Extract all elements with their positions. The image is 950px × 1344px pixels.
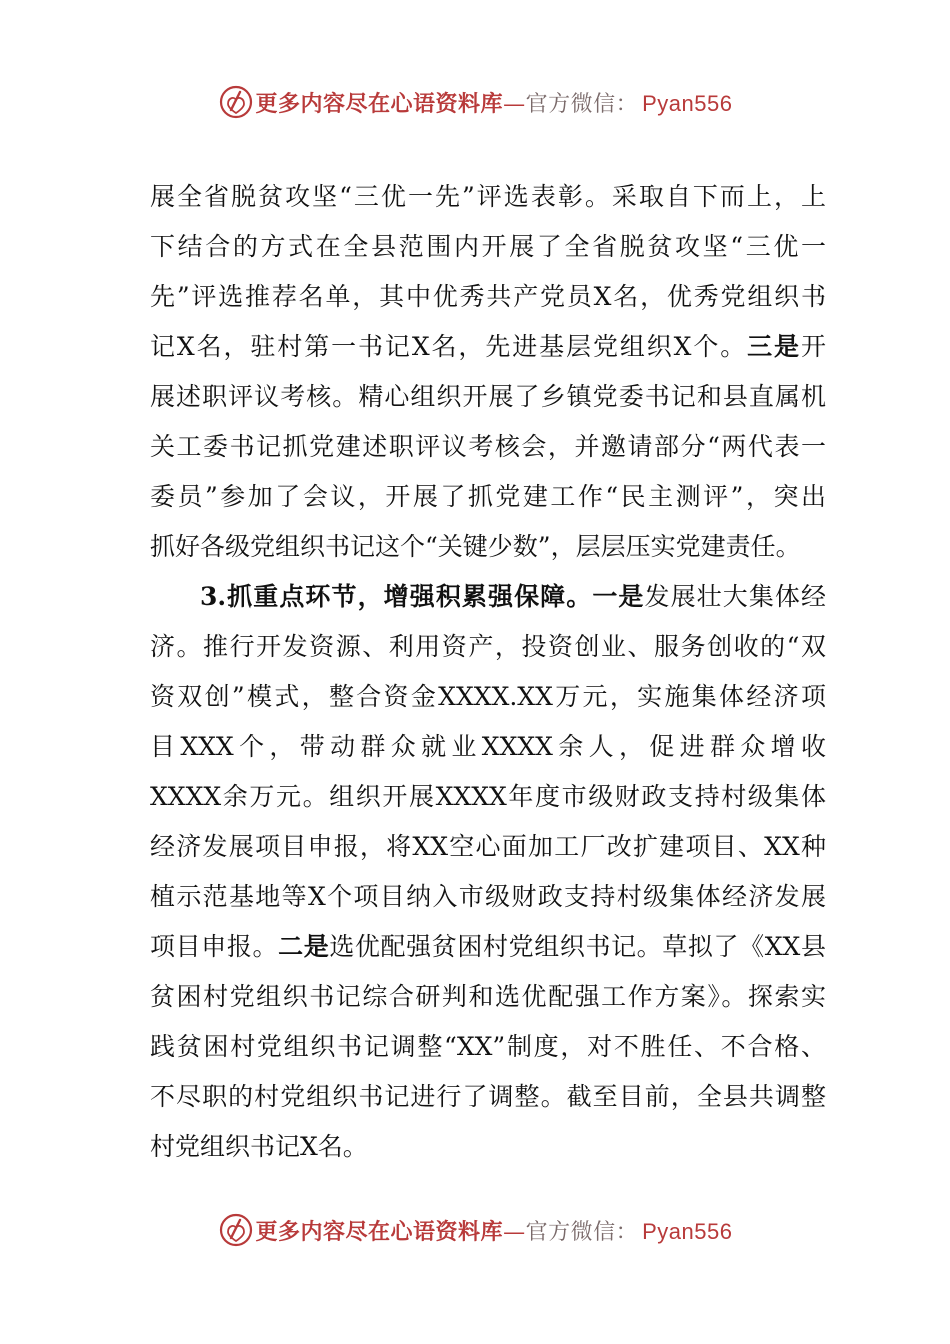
body-line: 关工委书记抓党建述职评议考核会，并邀请部分“两代表一 [150,432,826,461]
body-line [150,922,826,972]
body-text: 发展壮大集体经 [644,582,826,611]
section-heading: 3.抓重点环节，增强积累强保障。 [200,582,593,611]
document-body [150,172,826,1172]
header-text [256,87,733,118]
header-main-text: 更多内容尽在心语资料库 [255,90,504,117]
body-line: XXXX余万元。组织开展XXXX年度市级财政支持村级集体 [150,782,826,811]
body-line: 下结合的方式在全县范围内开展了全省脱贫攻坚“三优一 [150,232,826,261]
body-line: 委员”参加了会议，开展了抓党建工作“民主测评”，突出 [150,482,826,511]
body-line [150,322,826,372]
body-text: 记X名，驻村第一书记X名，先进基层党组织X个。 [150,332,748,361]
body-line: 济。推行开发资源、利用资产，投资创业、服务创收的“双 [150,632,826,661]
bold-marker: 二是 [278,932,330,961]
body-line: 目XXX个，带动群众就业XXXX余人，促进群众增收 [150,732,826,761]
header-banner [0,82,950,122]
body-line: 践贫困村党组织书记调整“XX”制度，对不胜任、不合格、 [150,1032,826,1061]
body-line: 村党组织书记X名。 [150,1132,368,1161]
body-line: 先”评选推荐名单，其中优秀共产党员X名，优秀党组织书 [150,282,826,311]
body-line [150,572,826,622]
pen-heart-icon [218,1212,254,1248]
body-text: 选优配强贫困村党组织书记。草拟了《XX县 [329,932,826,961]
header-wechat-id: Pyan556 [642,90,733,116]
body-line: 植示范基地等X个项目纳入市级财政支持村级集体经济发展 [150,882,826,911]
body-line: 贫困村党组织书记综合研判和选优配强工作方案》。探索实 [150,982,826,1011]
footer-separator: — [503,1219,526,1245]
body-text: 开 [800,332,826,361]
pen-heart-icon [218,84,254,120]
body-text: 项目申报。 [150,932,279,961]
footer-wechat-label: 官方微信： [525,1219,639,1245]
body-line: 抓好各级党组织书记这个“关键少数”，层层压实党建责任。 [150,532,801,561]
footer-text [256,1215,733,1246]
footer-wechat-id: Pyan556 [642,1218,733,1244]
bold-marker: 三是 [747,332,801,361]
body-line: 不尽职的村党组织书记进行了调整。截至目前，全县共调整 [150,1082,826,1111]
header-wechat-label: 官方微信： [525,91,639,117]
body-line: 展全省脱贫攻坚“三优一先”评选表彰。采取自下而上，上 [150,182,826,211]
footer-banner [0,1210,950,1250]
body-line: 经济发展项目申报，将XX空心面加工厂改扩建项目、XX种 [150,832,826,861]
footer-main-text: 更多内容尽在心语资料库 [255,1218,504,1245]
bold-marker: 一是 [592,582,645,611]
header-separator: — [503,91,526,117]
body-line: 展述职评议考核。精心组织开展了乡镇党委书记和县直属机 [150,382,826,411]
body-line: 资双创”模式，整合资金XXXX.XX万元，实施集体经济项 [150,682,826,711]
